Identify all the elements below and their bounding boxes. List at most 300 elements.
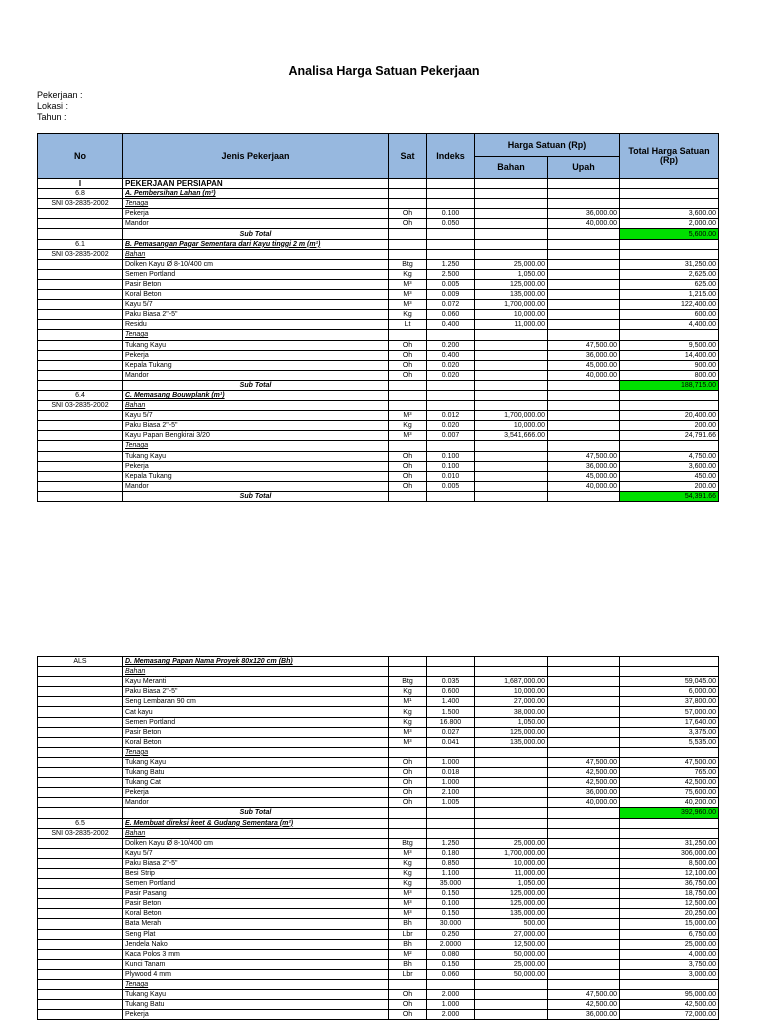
bahan-price-cell [475, 401, 548, 411]
subtotal-row [38, 491, 719, 501]
total-cell: 765.00 [620, 768, 719, 778]
bahan-price-cell [475, 199, 548, 209]
upah-price-cell: 36,000.00 [548, 350, 620, 360]
bahan-price-cell [475, 1010, 548, 1020]
unit-cell: Kg [389, 310, 427, 320]
no-cell [38, 990, 123, 1000]
bahan-price-cell: 50,000.00 [475, 949, 548, 959]
unit-cell [389, 818, 427, 828]
index-cell: 0.010 [427, 471, 475, 481]
bahan-price-cell: 135,000.00 [475, 737, 548, 747]
table-row [38, 259, 719, 269]
total-cell: 600.00 [620, 310, 719, 320]
section-number [38, 330, 123, 340]
upah-price-cell [548, 879, 620, 889]
table-row [38, 697, 719, 707]
table-row [38, 929, 719, 939]
no-cell [38, 899, 123, 909]
bahan-price-cell [475, 209, 548, 219]
upah-price-cell: 40,000.00 [548, 481, 620, 491]
bahan-price-cell [475, 1000, 548, 1010]
no-cell [38, 768, 123, 778]
upah-price-cell [548, 818, 620, 828]
index-cell: 1.100 [427, 868, 475, 878]
index-cell [427, 179, 475, 189]
total-cell: 2,625.00 [620, 269, 719, 279]
index-cell: 0.027 [427, 727, 475, 737]
total-cell: 9,500.00 [620, 340, 719, 350]
total-cell [620, 657, 719, 667]
bahan-price-cell: 38,000.00 [475, 707, 548, 717]
upah-price-cell [548, 858, 620, 868]
no-cell [38, 969, 123, 979]
upah-price-cell [548, 697, 620, 707]
table-row [38, 848, 719, 858]
section-number: SNI 03-2835-2002 [38, 199, 123, 209]
bahan-price-cell [475, 471, 548, 481]
page-title: Analisa Harga Satuan Pekerjaan [288, 64, 480, 78]
item-name: Koral Beton [123, 290, 389, 300]
unit-cell [389, 980, 427, 990]
index-cell: 1.500 [427, 707, 475, 717]
bahan-price-cell [475, 768, 548, 778]
table-row [38, 300, 719, 310]
section-row [38, 179, 719, 189]
index-cell [427, 390, 475, 400]
no-cell [38, 370, 123, 380]
no-cell [38, 279, 123, 289]
index-cell: 2.100 [427, 788, 475, 798]
index-cell: 2.500 [427, 269, 475, 279]
section-number: SNI 03-2835-2002 [38, 249, 123, 259]
total-cell: 24,791.66 [620, 431, 719, 441]
item-name: Mandor [123, 219, 389, 229]
upah-price-cell: 40,000.00 [548, 798, 620, 808]
table-row [38, 269, 719, 279]
upah-price-cell [548, 707, 620, 717]
unit-cell: Kg [389, 687, 427, 697]
upah-price-cell: 45,000.00 [548, 360, 620, 370]
upah-price-cell [548, 939, 620, 949]
upah-price-cell [548, 269, 620, 279]
upah-price-cell [548, 300, 620, 310]
unit-cell: Oh [389, 1000, 427, 1010]
subtotal-label: Sub Total [123, 229, 389, 239]
section-number [38, 980, 123, 990]
total-cell: 625.00 [620, 279, 719, 289]
total-cell: 450.00 [620, 471, 719, 481]
table-row [38, 879, 719, 889]
upah-price-cell [548, 667, 620, 677]
category-title: Tenaga [123, 747, 389, 757]
category-row [38, 441, 719, 451]
no-cell [38, 491, 123, 501]
upah-price-cell: 45,000.00 [548, 471, 620, 481]
index-cell: 0.600 [427, 687, 475, 697]
no-cell [38, 838, 123, 848]
unit-cell: M³ [389, 279, 427, 289]
item-name: Seng Lembaran 90 cm [123, 697, 389, 707]
total-cell: 122,400.00 [620, 300, 719, 310]
table-row [38, 939, 719, 949]
table-row [38, 481, 719, 491]
bahan-price-cell [475, 219, 548, 229]
no-cell [38, 788, 123, 798]
no-cell [38, 431, 123, 441]
index-cell [427, 491, 475, 501]
table-row [38, 899, 719, 909]
section-number: ALS [38, 657, 123, 667]
section-title: B. Pemasangan Pagar Sementara dari Kayu tinggi 2 m (m¹) [123, 239, 389, 249]
table-row [38, 279, 719, 289]
no-cell [38, 949, 123, 959]
unit-cell: M¹ [389, 697, 427, 707]
no-cell [38, 451, 123, 461]
unit-cell: Oh [389, 990, 427, 1000]
section-number: 6.4 [38, 390, 123, 400]
total-cell: 42,500.00 [620, 778, 719, 788]
bahan-price-cell [475, 249, 548, 259]
section-title: C. Memasang Bouwplank (m¹) [123, 390, 389, 400]
upah-price-cell: 47,500.00 [548, 340, 620, 350]
upah-price-cell: 40,000.00 [548, 219, 620, 229]
index-cell: 1.000 [427, 778, 475, 788]
table-row [38, 969, 719, 979]
no-cell [38, 757, 123, 767]
index-cell: 0.150 [427, 889, 475, 899]
upah-price-cell [548, 229, 620, 239]
upah-price-cell [548, 828, 620, 838]
section-row [38, 657, 719, 667]
table-row [38, 310, 719, 320]
bahan-price-cell: 1,700,000.00 [475, 300, 548, 310]
upah-price-cell [548, 969, 620, 979]
bahan-price-cell [475, 330, 548, 340]
upah-price-cell: 47,500.00 [548, 990, 620, 1000]
bahan-price-cell [475, 798, 548, 808]
section-row [38, 390, 719, 400]
bahan-price-cell [475, 990, 548, 1000]
no-cell [38, 737, 123, 747]
index-cell: 1.250 [427, 838, 475, 848]
item-name: Pasir Beton [123, 727, 389, 737]
table-row [38, 360, 719, 370]
total-cell: 200.00 [620, 421, 719, 431]
unit-cell: Bh [389, 939, 427, 949]
table-row [38, 707, 719, 717]
total-cell [620, 390, 719, 400]
upah-price-cell [548, 279, 620, 289]
upah-price-cell: 42,500.00 [548, 1000, 620, 1010]
item-name: Semen Portland [123, 717, 389, 727]
index-cell: 0.009 [427, 290, 475, 300]
unit-cell: Lbr [389, 929, 427, 939]
total-cell [620, 980, 719, 990]
index-cell [427, 828, 475, 838]
section-number [38, 667, 123, 677]
unit-cell: Oh [389, 1010, 427, 1020]
total-cell: 37,800.00 [620, 697, 719, 707]
total-cell: 3,000.00 [620, 969, 719, 979]
total-cell [620, 249, 719, 259]
category-row [38, 828, 719, 838]
category-title: Bahan [123, 828, 389, 838]
bahan-price-cell: 27,000.00 [475, 697, 548, 707]
total-cell: 6,750.00 [620, 929, 719, 939]
index-cell: 1.000 [427, 757, 475, 767]
upah-price-cell [548, 889, 620, 899]
section-row [38, 818, 719, 828]
total-cell: 3,600.00 [620, 461, 719, 471]
upah-price-cell [548, 959, 620, 969]
unit-cell: M³ [389, 727, 427, 737]
item-name: Besi Strip [123, 868, 389, 878]
no-cell [38, 858, 123, 868]
item-name: Koral Beton [123, 737, 389, 747]
unit-cell [389, 189, 427, 199]
item-name: Bata Merah [123, 919, 389, 929]
total-cell: 1,215.00 [620, 290, 719, 300]
subtotal-value: 392,960.00 [620, 808, 719, 818]
item-name: Tukang Batu [123, 768, 389, 778]
index-cell: 0.180 [427, 848, 475, 858]
upah-price-cell [548, 330, 620, 340]
total-cell [620, 199, 719, 209]
item-name: Paku Biasa 2"-5" [123, 421, 389, 431]
bahan-price-cell: 50,000.00 [475, 969, 548, 979]
item-name: Mandor [123, 481, 389, 491]
table-row [38, 858, 719, 868]
total-cell [620, 818, 719, 828]
upah-price-cell [548, 441, 620, 451]
total-cell: 40,200.00 [620, 798, 719, 808]
unit-cell: Oh [389, 209, 427, 219]
unit-cell: Oh [389, 798, 427, 808]
item-name: Dolken Kayu Ø 8-10/400 cm [123, 259, 389, 269]
table-row [38, 990, 719, 1000]
no-cell [38, 1010, 123, 1020]
index-cell: 1.000 [427, 1000, 475, 1010]
unit-cell: Kg [389, 717, 427, 727]
index-cell: 0.050 [427, 219, 475, 229]
table-row [38, 370, 719, 380]
index-cell: 0.100 [427, 899, 475, 909]
total-cell: 4,000.00 [620, 949, 719, 959]
index-cell [427, 808, 475, 818]
index-cell: 0.020 [427, 370, 475, 380]
total-cell: 25,000.00 [620, 939, 719, 949]
subtotal-label: Sub Total [123, 380, 389, 390]
table-row [38, 431, 719, 441]
bahan-price-cell: 1,700,000.00 [475, 411, 548, 421]
unit-cell: Oh [389, 471, 427, 481]
section-row [38, 189, 719, 199]
index-cell [427, 441, 475, 451]
table-row [38, 411, 719, 421]
section-number: 6.8 [38, 189, 123, 199]
no-cell [38, 879, 123, 889]
index-cell [427, 189, 475, 199]
item-name: Seng Plat [123, 929, 389, 939]
table-row [38, 461, 719, 471]
total-cell [620, 239, 719, 249]
analysis-table-1 [37, 133, 719, 502]
index-cell [427, 980, 475, 990]
bahan-price-cell: 11,000.00 [475, 320, 548, 330]
upah-price-cell [548, 727, 620, 737]
unit-cell [389, 249, 427, 259]
total-cell: 31,250.00 [620, 838, 719, 848]
table-row [38, 778, 719, 788]
total-cell: 59,045.00 [620, 677, 719, 687]
upah-price-cell [548, 411, 620, 421]
item-name: Pasir Beton [123, 899, 389, 909]
index-cell: 2.000 [427, 990, 475, 1000]
bahan-price-cell [475, 370, 548, 380]
col-header-total: Total Harga Satuan (Rp) [620, 134, 719, 179]
bahan-price-cell: 500.00 [475, 919, 548, 929]
subtotal-label: Sub Total [123, 491, 389, 501]
index-cell: 0.150 [427, 909, 475, 919]
unit-cell: Oh [389, 451, 427, 461]
table-row [38, 737, 719, 747]
bahan-price-cell: 1,050.00 [475, 879, 548, 889]
index-cell: 0.400 [427, 320, 475, 330]
col-header-indeks: Indeks [427, 134, 475, 179]
bahan-price-cell: 1,687,000.00 [475, 677, 548, 687]
item-name: Tukang Kayu [123, 990, 389, 1000]
item-name: Pasir Beton [123, 279, 389, 289]
index-cell: 2.0000 [427, 939, 475, 949]
bahan-price-cell: 10,000.00 [475, 687, 548, 697]
total-cell: 3,750.00 [620, 959, 719, 969]
unit-cell: M³ [389, 848, 427, 858]
bahan-price-cell [475, 481, 548, 491]
bahan-price-cell [475, 441, 548, 451]
upah-price-cell: 36,000.00 [548, 461, 620, 471]
upah-price-cell [548, 401, 620, 411]
item-name: Paku Biasa 2"-5" [123, 310, 389, 320]
bahan-price-cell [475, 788, 548, 798]
unit-cell: Lt [389, 320, 427, 330]
upah-price-cell [548, 239, 620, 249]
total-cell [620, 189, 719, 199]
item-name: Kayu Papan Bengkirai 3/20 [123, 431, 389, 441]
upah-price-cell [548, 747, 620, 757]
index-cell [427, 667, 475, 677]
upah-price-cell [548, 717, 620, 727]
item-name: Paku Biasa 2"-5" [123, 687, 389, 697]
item-name: Pekerja [123, 461, 389, 471]
item-name: Semen Portland [123, 879, 389, 889]
no-cell [38, 687, 123, 697]
bahan-price-cell [475, 461, 548, 471]
bahan-price-cell [475, 818, 548, 828]
bahan-price-cell: 125,000.00 [475, 727, 548, 737]
unit-cell [389, 390, 427, 400]
index-cell: 16.800 [427, 717, 475, 727]
total-cell: 900.00 [620, 360, 719, 370]
index-cell: 0.100 [427, 451, 475, 461]
table-row [38, 959, 719, 969]
bahan-price-cell: 125,000.00 [475, 279, 548, 289]
bahan-price-cell [475, 340, 548, 350]
bahan-price-cell [475, 350, 548, 360]
section-number: 6.5 [38, 818, 123, 828]
total-cell [620, 441, 719, 451]
unit-cell: Btg [389, 259, 427, 269]
table-row [38, 290, 719, 300]
total-cell: 57,000.00 [620, 707, 719, 717]
total-cell [620, 747, 719, 757]
total-cell: 5,535.00 [620, 737, 719, 747]
col-header-sat: Sat [389, 134, 427, 179]
total-cell [620, 828, 719, 838]
no-cell [38, 350, 123, 360]
upah-price-cell: 47,500.00 [548, 451, 620, 461]
no-cell [38, 697, 123, 707]
table-row [38, 798, 719, 808]
col-header-jenis: Jenis Pekerjaan [123, 134, 389, 179]
index-cell: 2.000 [427, 1010, 475, 1020]
total-cell [620, 179, 719, 189]
table-row [38, 471, 719, 481]
index-cell [427, 380, 475, 390]
upah-price-cell [548, 980, 620, 990]
index-cell: 0.020 [427, 421, 475, 431]
subtotal-row [38, 380, 719, 390]
no-cell [38, 808, 123, 818]
upah-price-cell: 40,000.00 [548, 370, 620, 380]
section-title: PEKERJAAN PERSIAPAN [123, 179, 389, 189]
unit-cell: Bh [389, 959, 427, 969]
item-name: Kunci Tanam [123, 959, 389, 969]
no-cell [38, 219, 123, 229]
bahan-price-cell: 25,000.00 [475, 259, 548, 269]
index-cell: 1.250 [427, 259, 475, 269]
unit-cell: M³ [389, 899, 427, 909]
bahan-price-cell [475, 657, 548, 667]
upah-price-cell [548, 199, 620, 209]
unit-cell: M² [389, 949, 427, 959]
item-name: Tukang Kayu [123, 757, 389, 767]
item-name: Kepala Tukang [123, 360, 389, 370]
category-row [38, 747, 719, 757]
index-cell: 0.007 [427, 431, 475, 441]
index-cell [427, 747, 475, 757]
bahan-price-cell [475, 757, 548, 767]
upah-price-cell [548, 310, 620, 320]
bahan-price-cell: 135,000.00 [475, 290, 548, 300]
bahan-price-cell: 135,000.00 [475, 909, 548, 919]
table-row [38, 768, 719, 778]
bahan-price-cell [475, 778, 548, 788]
bahan-price-cell: 125,000.00 [475, 899, 548, 909]
col-header-upah: Upah [548, 157, 620, 179]
unit-cell [389, 330, 427, 340]
index-cell [427, 239, 475, 249]
no-cell [38, 959, 123, 969]
no-cell [38, 421, 123, 431]
item-name: Tukang Cat [123, 778, 389, 788]
index-cell: 0.005 [427, 481, 475, 491]
index-cell: 0.060 [427, 969, 475, 979]
upah-price-cell [548, 909, 620, 919]
table-row [38, 717, 719, 727]
total-cell: 4,750.00 [620, 451, 719, 461]
upah-price-cell [548, 179, 620, 189]
index-cell: 0.018 [427, 768, 475, 778]
